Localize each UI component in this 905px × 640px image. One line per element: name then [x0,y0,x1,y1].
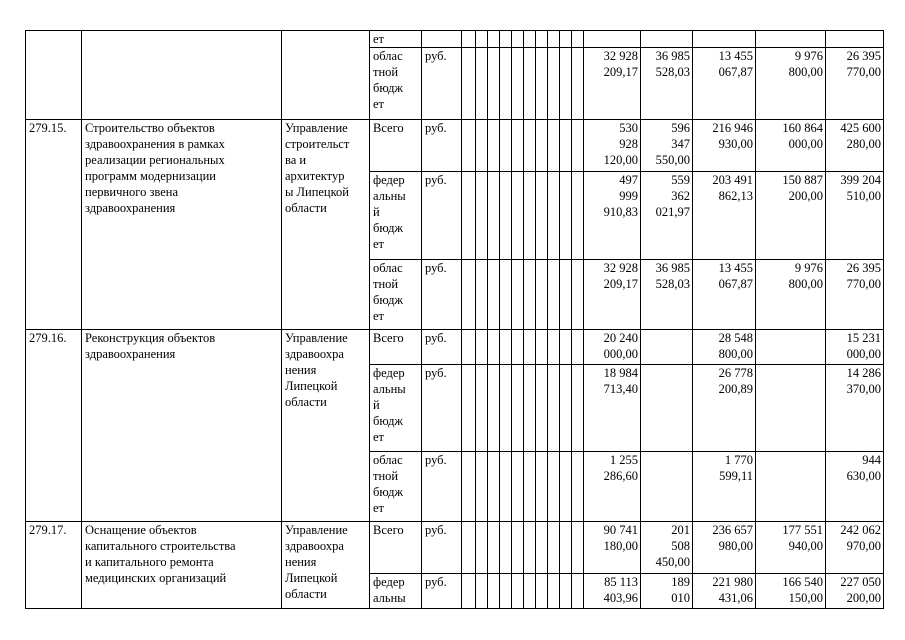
row-source: облас тной бюдж ет [370,260,422,330]
empty-cell [462,452,476,522]
empty-cell [462,120,476,172]
row-source: Всего [370,522,422,574]
table-row [26,330,884,365]
empty-cell [524,172,536,260]
empty-cell [500,48,512,120]
empty-cell [512,172,524,260]
empty-cell [548,574,560,609]
row-unit [422,31,462,48]
row-code: 279.17. [26,522,82,609]
empty-cell [548,120,560,172]
empty-cell [572,31,584,48]
value-cell: 497 999 910,83 [584,172,641,260]
empty-cell [548,330,560,365]
row-code: 279.16. [26,330,82,522]
row-name: Строительство объектов здравоохранения в рамках реализации региональных программ модернизации первичного звена здравоохранения [82,120,282,330]
empty-cell [488,330,500,365]
empty-cell [462,522,476,574]
value-cell: 1 770 599,11 [693,452,756,522]
empty-cell [560,172,572,260]
empty-cell [500,330,512,365]
empty-cell [500,452,512,522]
empty-cell [500,365,512,452]
value-cell [641,330,693,365]
empty-cell [476,260,488,330]
value-cell: 26 395 770,00 [826,48,884,120]
empty-cell [500,172,512,260]
empty-cell [560,452,572,522]
empty-cell [536,172,548,260]
value-cell: 32 928 209,17 [584,48,641,120]
value-cell: 425 600 280,00 [826,120,884,172]
table-row [26,522,884,574]
empty-cell [462,31,476,48]
empty-cell [488,48,500,120]
empty-cell [488,522,500,574]
row-name: Оснащение объектов капитального строительства и капитального ремонта медицинских организаций [82,522,282,609]
empty-cell [560,48,572,120]
value-cell: 189 010 [641,574,693,609]
empty-cell [512,452,524,522]
empty-cell [512,120,524,172]
table-row [26,31,884,48]
empty-cell [536,574,548,609]
value-cell: 28 548 800,00 [693,330,756,365]
value-cell: 85 113 403,96 [584,574,641,609]
value-cell [756,365,826,452]
row-source: ет [370,31,422,48]
row-unit: руб. [422,48,462,120]
value-cell: 13 455 067,87 [693,48,756,120]
empty-cell [560,365,572,452]
row-unit: руб. [422,365,462,452]
value-cell: 1 255 286,60 [584,452,641,522]
value-cell: 559 362 021,97 [641,172,693,260]
empty-cell [560,31,572,48]
empty-cell [462,574,476,609]
row-name [82,31,282,120]
value-cell: 20 240 000,00 [584,330,641,365]
value-cell [693,31,756,48]
empty-cell [512,365,524,452]
empty-cell [548,452,560,522]
value-cell: 26 395 770,00 [826,260,884,330]
empty-cell [512,31,524,48]
value-cell: 26 778 200,89 [693,365,756,452]
row-source: облас тной бюдж ет [370,452,422,522]
empty-cell [524,574,536,609]
value-cell: 18 984 713,40 [584,365,641,452]
value-cell: 236 657 980,00 [693,522,756,574]
empty-cell [462,365,476,452]
value-cell [584,31,641,48]
row-unit: руб. [422,172,462,260]
value-cell [641,31,693,48]
empty-cell [524,522,536,574]
empty-cell [476,522,488,574]
row-source: федер альны й бюдж ет [370,172,422,260]
empty-cell [476,330,488,365]
empty-cell [560,260,572,330]
empty-cell [488,31,500,48]
empty-cell [572,330,584,365]
row-unit: руб. [422,120,462,172]
empty-cell [500,31,512,48]
empty-cell [548,365,560,452]
row-source: федер альны [370,574,422,609]
empty-cell [536,260,548,330]
empty-cell [500,260,512,330]
empty-cell [536,522,548,574]
row-unit: руб. [422,330,462,365]
value-cell: 32 928 209,17 [584,260,641,330]
empty-cell [572,48,584,120]
value-cell: 596 347 550,00 [641,120,693,172]
value-cell: 221 980 431,06 [693,574,756,609]
empty-cell [524,365,536,452]
value-cell: 203 491 862,13 [693,172,756,260]
empty-cell [488,574,500,609]
empty-cell [488,172,500,260]
empty-cell [512,330,524,365]
empty-cell [488,452,500,522]
empty-cell [512,522,524,574]
value-cell: 242 062 970,00 [826,522,884,574]
value-cell [641,452,693,522]
value-cell: 15 231 000,00 [826,330,884,365]
empty-cell [524,452,536,522]
empty-cell [476,365,488,452]
value-cell: 227 050 200,00 [826,574,884,609]
empty-cell [488,120,500,172]
empty-cell [572,365,584,452]
empty-cell [524,120,536,172]
empty-cell [476,172,488,260]
empty-cell [500,120,512,172]
row-source: Всего [370,330,422,365]
value-cell [826,31,884,48]
value-cell [756,31,826,48]
value-cell [756,452,826,522]
empty-cell [572,260,584,330]
value-cell: 399 204 510,00 [826,172,884,260]
row-executor: Управление здравоохра нения Липецкой области [282,522,370,609]
row-code [26,31,82,120]
value-cell: 201 508 450,00 [641,522,693,574]
empty-cell [462,330,476,365]
empty-cell [476,452,488,522]
value-cell: 150 887 200,00 [756,172,826,260]
empty-cell [476,574,488,609]
empty-cell [500,574,512,609]
empty-cell [524,330,536,365]
empty-cell [536,31,548,48]
row-executor [282,31,370,120]
empty-cell [500,522,512,574]
budget-table [25,30,884,609]
value-cell: 90 741 180,00 [584,522,641,574]
empty-cell [536,452,548,522]
empty-cell [476,31,488,48]
empty-cell [548,31,560,48]
row-executor: Управление здравоохра нения Липецкой области [282,330,370,522]
row-unit: руб. [422,452,462,522]
value-cell: 36 985 528,03 [641,260,693,330]
value-cell: 160 864 000,00 [756,120,826,172]
empty-cell [572,172,584,260]
value-cell: 216 946 930,00 [693,120,756,172]
row-unit: руб. [422,574,462,609]
value-cell: 13 455 067,87 [693,260,756,330]
empty-cell [462,48,476,120]
empty-cell [536,330,548,365]
value-cell: 944 630,00 [826,452,884,522]
empty-cell [560,574,572,609]
value-cell: 14 286 370,00 [826,365,884,452]
empty-cell [524,31,536,48]
value-cell: 177 551 940,00 [756,522,826,574]
empty-cell [560,120,572,172]
empty-cell [548,48,560,120]
empty-cell [548,522,560,574]
row-source: федер альны й бюдж ет [370,365,422,452]
empty-cell [572,120,584,172]
empty-cell [560,330,572,365]
value-cell: 9 976 800,00 [756,260,826,330]
empty-cell [476,48,488,120]
empty-cell [476,120,488,172]
value-cell: 530 928 120,00 [584,120,641,172]
row-source: Всего [370,120,422,172]
empty-cell [572,522,584,574]
row-code: 279.15. [26,120,82,330]
empty-cell [512,48,524,120]
value-cell: 166 540 150,00 [756,574,826,609]
empty-cell [536,365,548,452]
row-executor: Управление строительст ва и архитектур ы Липецкой области [282,120,370,330]
value-cell: 36 985 528,03 [641,48,693,120]
value-cell [641,365,693,452]
value-cell [756,330,826,365]
empty-cell [524,48,536,120]
empty-cell [548,172,560,260]
empty-cell [512,574,524,609]
empty-cell [524,260,536,330]
empty-cell [548,260,560,330]
empty-cell [572,452,584,522]
empty-cell [462,260,476,330]
empty-cell [560,522,572,574]
row-unit: руб. [422,260,462,330]
row-name: Реконструкция объектов здравоохранения [82,330,282,522]
table-row [26,120,884,172]
row-unit: руб. [422,522,462,574]
empty-cell [462,172,476,260]
empty-cell [488,365,500,452]
row-source: облас тной бюдж ет [370,48,422,120]
empty-cell [536,120,548,172]
value-cell: 9 976 800,00 [756,48,826,120]
empty-cell [572,574,584,609]
empty-cell [536,48,548,120]
empty-cell [488,260,500,330]
empty-cell [512,260,524,330]
